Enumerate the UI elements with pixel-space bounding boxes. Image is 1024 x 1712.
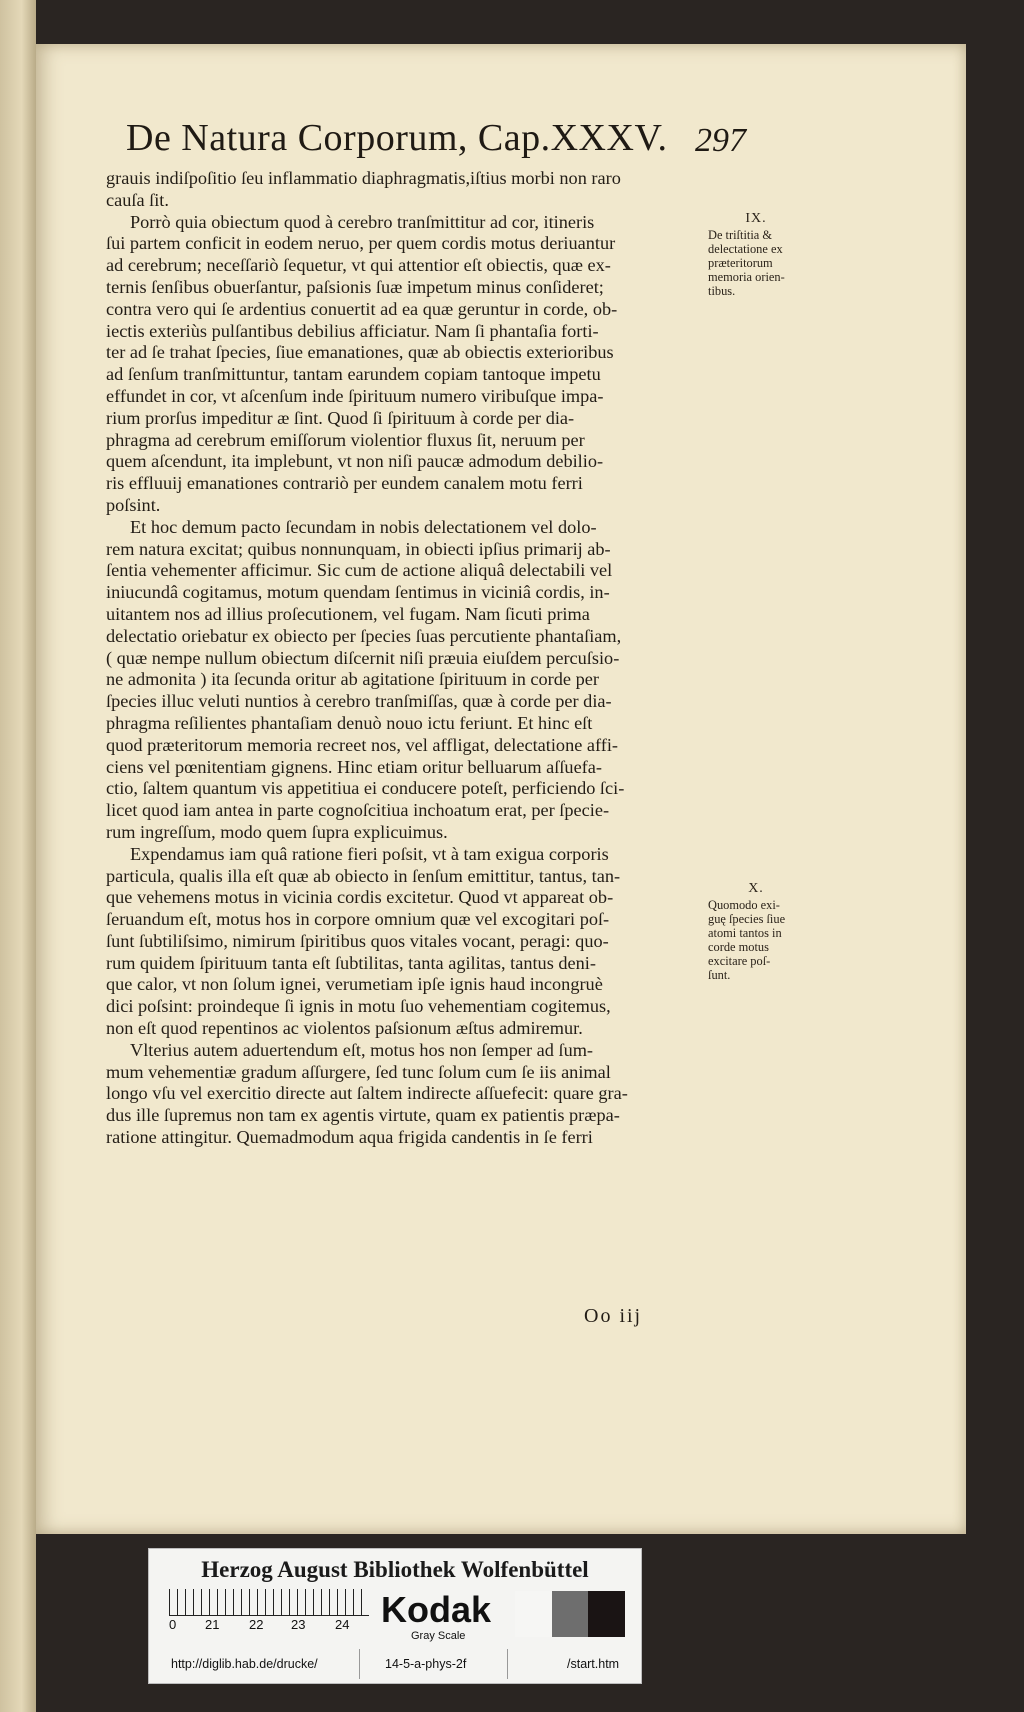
- text-line: licet quod iam antea in parte cognoſcitiua inchoatum erat, per ſpecie-: [106, 800, 610, 821]
- text-line: ( quæ nempe nullum obiectum diſcernit niſi præuia eiuſdem percuſsio-: [106, 647, 620, 668]
- text-line: mum vehementiæ gradum aſſurgere, ſed tunc ſolum cum ſe iis animal: [106, 1061, 611, 1082]
- margin-note-line: delectatione ex: [708, 242, 783, 256]
- book-page: [36, 44, 966, 1534]
- url-part: /start.htm: [567, 1657, 620, 1671]
- ruler-label: 24: [335, 1617, 350, 1632]
- text-line: delectatio oriebatur ex obiecto per ſpecies ſuas percutiente phantaſiam,: [106, 625, 622, 646]
- margin-note-line: excitare poſ-: [708, 954, 771, 968]
- text-line: particula, qualis illa eſt quæ ab obiecto in ſenſum emittitur, tantus, tan-: [106, 865, 621, 886]
- margin-note-number: X.: [748, 881, 764, 896]
- library-name: Herzog August Bibliothek Wolfenbüttel: [201, 1557, 589, 1582]
- text-line: grauis indiſpoſitio ſeu inflammatio diaphragmatis,iſtius morbi non raro: [106, 168, 621, 188]
- page-number: 297: [695, 122, 746, 159]
- margin-note-line: tibus.: [708, 284, 736, 298]
- text-line: rium prorſus impeditur æ ſint. Quod ſi ſpirituum à corde per dia-: [106, 407, 575, 428]
- running-title: De Natura Corporum, Cap.XXXV.: [126, 117, 668, 159]
- text-line: rum ingreſſum, modo quem ſupra explicuimus.: [106, 821, 448, 842]
- margin-note-line: præteritorum: [708, 256, 773, 270]
- text-line: ris effluuij emanationes contrariò per eundem canalem motu ferri: [106, 473, 583, 494]
- signature-mark: Oo iij: [584, 1305, 643, 1327]
- ruler-label: 0: [169, 1617, 177, 1632]
- text-line: ſeruandum eſt, motus hos in corpore omnium quæ vel excogitari poſ-: [106, 909, 610, 930]
- text-line: ne admonita ) ita ſecunda oritur ab agitatione ſpirituum in corde per: [106, 669, 599, 690]
- margin-note-line: corde motus: [708, 940, 769, 954]
- text-line: Et hoc demum pacto ſecundam in nobis delectationem vel dolo-: [130, 516, 597, 537]
- swatch-black: [588, 1591, 625, 1637]
- margin-note-line: Quomodo exi-: [708, 898, 780, 912]
- text-line: effundet in cor, vt aſcenſum inde ſpirituum numero viribuſque impa-: [106, 385, 604, 406]
- adjacent-page-edge: [0, 0, 36, 1712]
- margin-note-line: De triſtitia &: [708, 228, 773, 242]
- margin-note-line: ſunt.: [708, 968, 731, 982]
- text-line: ternis ſenſibus obuerſantur, paſsionis ſuæ impetum minus conſideret;: [106, 276, 604, 297]
- margin-note-x: [708, 882, 804, 982]
- grayscale-label: Gray Scale: [411, 1630, 466, 1642]
- margin-note-line: memoria orien-: [708, 270, 785, 284]
- text-line: iectis exteriùs pulſantibus debilius afficiatur. Nam ſi phantaſia forti-: [106, 320, 599, 341]
- text-line: ciens vel pœnitentiam gignens. Hinc etiam oritur belluarum aſſuefa-: [106, 756, 602, 777]
- text-line: quem aſcendunt, ita implebunt, vt non niſi paucæ admodum debilio-: [106, 451, 604, 472]
- text-line: ſunt ſubtiliſsimo, nimirum ſpiritibus quos vitales vocant, peragi: quo-: [106, 930, 609, 951]
- text-line: phragma reſilientes phantaſiam denuò nouo ictu feriunt. Et hinc eſt: [106, 712, 593, 733]
- ruler-scale: [169, 1589, 369, 1616]
- text-line: Vlterius autem aduertendum eſt, motus hos non ſemper ad ſum-: [130, 1039, 594, 1060]
- url-part: http://diglib.hab.de/drucke/: [171, 1657, 318, 1671]
- divider: [507, 1649, 508, 1679]
- margin-note-line: atomi tantos in: [708, 926, 782, 940]
- text-line: ſui partem conficit in eodem neruo, per quem cordis motus deriuantur: [106, 233, 616, 254]
- url-part: 14-5-a-phys-2f: [385, 1657, 467, 1671]
- divider: [359, 1649, 360, 1679]
- margin-note-number: IX.: [745, 211, 767, 226]
- text-line: rum quidem ſpirituum tanta eſt ſubtilitas, tanta agilitas, tantus deni-: [106, 952, 596, 973]
- text-line: ſpecies illuc veluti nuntios à cerebro tranſmiſſas, quæ à corde per dia-: [106, 691, 612, 712]
- text-line: quod præteritorum memoria recreet nos, vel affligat, delectatione affi-: [106, 734, 619, 755]
- text-line: phragma ad cerebrum emiſſorum violentior fluxus ſit, neruum per: [106, 429, 585, 450]
- text-line: iniucundâ cogitamus, motum quendam ſentimus in viciniâ cordis, in-: [106, 582, 610, 603]
- text-line: que vehemens motus in vicinia cordis excitetur. Quod vt appareat ob-: [106, 887, 614, 908]
- text-line: non eſt quod repentinos ac violentos paſsionum æſtus admiremur.: [106, 1018, 583, 1039]
- body-text: [106, 168, 706, 1149]
- text-line: ad cerebrum; neceſſariò ſequetur, vt qui attentior eſt obiectis, quæ ex-: [106, 255, 611, 276]
- text-line: poſsint.: [106, 494, 161, 515]
- text-line: ſentia vehementer afficimur. Sic cum de actione aliquâ delectabili vel: [106, 560, 613, 581]
- text-line: ratione attingitur. Quemadmodum aqua frigida candentis in ſe ferri: [106, 1127, 593, 1148]
- text-line: que calor, vt non ſolum ignei, verumetiam ipſe ignis haud incongruè: [106, 974, 603, 995]
- swatch-white: [515, 1591, 552, 1637]
- scan-reference-card: [148, 1548, 642, 1684]
- margin-note-ix: [708, 212, 804, 298]
- kodak-logo: Kodak: [381, 1589, 492, 1630]
- text-line: uitantem nos ad illius proſecutionem, vel fugam. Nam ſicuti prima: [106, 603, 590, 624]
- ruler-label: 21: [205, 1617, 220, 1632]
- ruler-label: 23: [291, 1617, 306, 1632]
- text-line: longo vſu vel exercitio directe aut ſaltem indirecte aſſuefecit: quare gra-: [106, 1083, 628, 1104]
- text-line: ctio, ſaltem quantum vis appetitiua ei conducere poteſt, perficiendo ſci-: [106, 778, 625, 799]
- ruler-label: 22: [249, 1617, 264, 1632]
- text-line: cauſa ſit.: [106, 189, 169, 210]
- text-line: dici poſsint: proindeque ſi ignis in motu ſuo vehementiam cogitemus,: [106, 996, 611, 1017]
- text-line: Expendamus iam quâ ratione fieri poſsit, vt à tam exigua corporis: [130, 843, 609, 864]
- margin-note-line: guę ſpecies ſiue: [708, 912, 786, 926]
- text-line: ad ſenſum tranſmittuntur, tantam earundem copiam tantoque impetu: [106, 364, 601, 385]
- text-line: dus ille ſupremus non tam ex agentis virtute, quam ex patientis præpa-: [106, 1105, 620, 1126]
- text-line: ter ad ſe trahat ſpecies, ſiue emanationes, quæ ab obiectis exterioribus: [106, 342, 614, 363]
- text-line: rem natura excitat; quibus nonnunquam, in obiecti ipſius primarij ab-: [106, 538, 611, 559]
- text-line: Porrò quia obiectum quod à cerebro tranſmittitur ad cor, itineris: [130, 211, 595, 232]
- gray-swatches: [515, 1591, 625, 1637]
- text-line: contra vero qui ſe ardentius conuertit ad ea quæ geruntur in corde, ob-: [106, 298, 618, 319]
- page-header: [126, 116, 746, 170]
- swatch-gray: [552, 1591, 589, 1637]
